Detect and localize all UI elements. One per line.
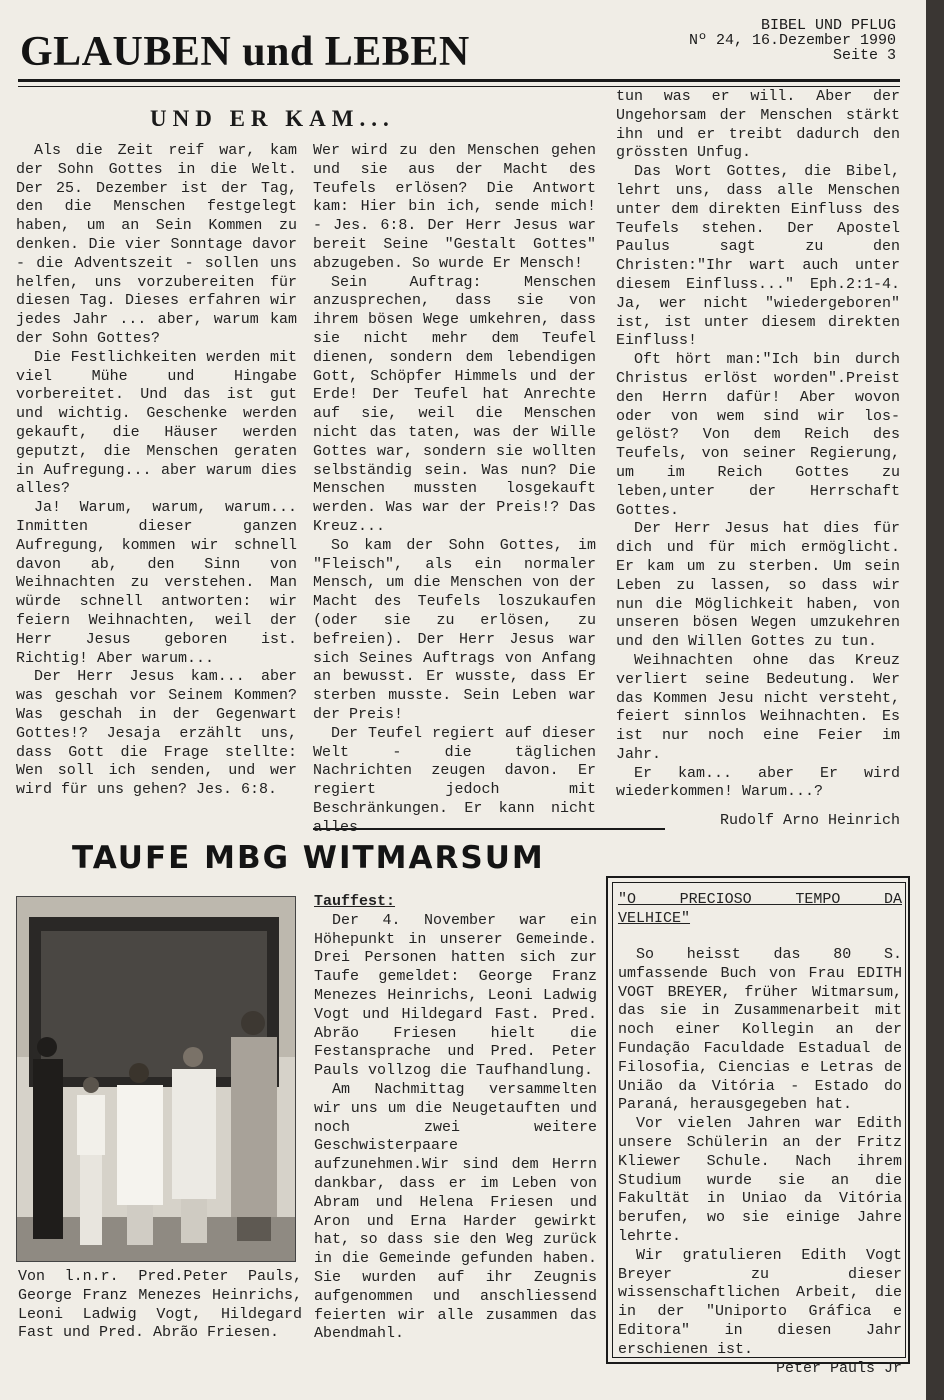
- book-notice-title-continued: VELHICE": [618, 910, 691, 927]
- publication-name: BIBEL UND PFLUG: [760, 17, 896, 34]
- article-column-3: [616, 88, 900, 828]
- paragraph: Weihnachten ohne das Kreuz verliert seine Bedeutung. Wer das Kommen Jesu nicht versteht, feiert sinnlos Weihnachten. Es ist nur noch eine Feier im Jahr.: [616, 651, 900, 763]
- section-divider: [313, 828, 665, 830]
- photo-illustration: [17, 897, 295, 1261]
- paragraph: Er kam... aber Er wird wiederkommen! Warum...?: [616, 764, 900, 801]
- paragraph: Der Teufel regiert auf dieser Welt - die täglichen Nachrichten zeugen davon. Er regiert jedoch mit Beschränkungen. Er kann nicht: [313, 724, 596, 817]
- page-number: Seite 3: [832, 47, 896, 64]
- paragraph: Der Herr Jesus hat dies für dich und für mich ermöglicht. Er kam um zu sterben. Um sein Leben zu lassen, so dass wir nun die Möglichkeit haben, von unseren bösen Wegen umzukehren und den Willen Gottes zu tun.: [616, 520, 900, 651]
- paragraph: Als die Zeit reif war, kam der Sohn Gottes in die Welt. Der 25. Dezember ist der Tag, den die Menschen festgelegt haben, um an Sein Kommen zu denken. Die vier Sonntage davor - die Adventszeit - sollen uns helfen, uns vorzubereiten für diesen Tag. Dieses erfahren wir jedes Jahr ... aber, warum kam der Sohn Gottes?: [16, 142, 297, 347]
- issue-number: Nº 24, 16.Dezember 1990: [688, 32, 896, 49]
- author-signature: Rudolf Arno Heinrich: [719, 812, 900, 830]
- book-notice-title: "O PRECIOSO TEMPO DA: [618, 891, 902, 908]
- paragraph: Die Festlichkeiten werden mit viel Mühe und Hingabe vorbereitet. Und das ist gut und wichtig. Geschenke werden gekauft, die Häuser werden geputzt, die Menschen geraten in Aufregung... aber warum dies alles?: [16, 348, 297, 498]
- paragraph: Sein Auftrag: Menschen anzusprechen, dass sie von ihrem bösen Wege umkehren, dass sie nicht mehr dem Teufel dienen, sondern dem lebendigen Gott, Schöpfer Himmels und der Erde! Der Teufel hat Anrechte auf sie, weil die Menschen nicht das taten, was der Wille Gottes war, sondern sie wollten selbständig sein. Was nun? Die Menschen mussten losgekauft werden. Was war der Preis!? Das Kreuz...: [313, 273, 596, 535]
- paragraph: Wir gratulieren Edith Vogt Breyer zu dieser wissenschaftlichen Arbeit, die in der "Uniporto Gráfica e Editora" in diesen Jahr erschienen ist.: [618, 1246, 902, 1358]
- paragraph: Wer wird zu den Menschen gehen und sie aus der Macht des Teufels erlösen? Die Antwort kam: Hier bin ich, sende mich! - Jes. 6:8. Der Herr Jesus war bereit Seine "Gestalt Gottes" abzugeben. So wurde Er Mensch!: [313, 142, 596, 272]
- paragraph: Am Nachmittag versammelten wir uns um die Neugetauften und noch zwei weitere Geschwisterpaare aufzunehmen.Wir sind dem Herrn dankbar, dass er im Leben von Abram und Helena Friesen und Aron und Erna Harder gewirkt hat, so dass sie den Weg zurück in die Gemeinde gefunden haben. Sie wurden auf ihr Zeugnis aufgenommen und anschliessend feierten wir alle zusammen das Abendmahl.: [314, 1080, 597, 1343]
- paragraph: Vor vielen Jahren war Edith unsere Schülerin an der Fritz Kliewer Schule. Nach ihrem Studium wurde sie an die Fakultät in Uniao da Vitória berufen, wo sie einige Jahre lehrte.: [618, 1115, 902, 1245]
- paragraph: Ja! Warum, warum, warum... Inmitten dieser ganzen Aufregung, kommen wir schnell davon ab, den Sinn von Weihnachten zu verstehen. Man würde schnell antworten: wir feiern Weihnachten, weil der Herr Jesus geboren ist. Richtig! Aber warum...: [16, 499, 297, 667]
- masthead-rule-bottom: [18, 86, 900, 87]
- paragraph: tun was er will. Aber der Ungehorsam der Menschen stärkt ihn und er treibt dadurch den grössten Unfug.: [616, 88, 900, 162]
- paragraph: Der 4. November war ein Höhepunkt in unserer Gemeinde. Drei Personen hatten sich zur Taufe gemeldet: George Franz Menezes Heinrichs, Leoni Ladwig Vogt und Hildegard Fast. Pred. Abrão Friesen hielt die Festansprache und Pred. Peter Pauls vollzog die Taufhandlung.: [314, 911, 597, 1080]
- masthead-title: GLAUBEN und LEBEN: [20, 29, 470, 75]
- paragraph: Das Wort Gottes, die Bibel, lehrt uns, dass alle Menschen unter dem direkten Einfluss des Teufels stehen. Der Apostel Paulus sagt zu den Christen:"Ihr wart auch unter diesem Einfluss..." Eph.2:1-4. Ja, wer nicht "wiedergeboren" ist, ist unter diesem direkten Einfluss!: [616, 163, 900, 350]
- masthead-info: [616, 18, 896, 63]
- paragraph: Oft hört man:"Ich bin durch Christus erlöst worden".Preist den Herrn dafür! Aber wovon oder von wem sind wir los-gelöst? Von dem Reich des Teufels, von seiner Regierung, um im Reich Gottes zu leben,unter der Herrschaft Gottes.: [616, 351, 900, 519]
- section-title: TAUFE MBG WITMARSUM: [72, 840, 545, 876]
- paragraph: So kam der Sohn Gottes, im "Fleisch", als ein normaler Mensch, um die Menschen von der Macht des Teufels loszukaufen (oder sie zu erlösen, zu befreien). Der Herr Jesus war sich Seines Auftrags von Anfang an bewusst. Er wusste, dass Er sterben musste. Sein Leben war der Preis!: [313, 536, 596, 723]
- photo-caption: Von l.n.r. Pred.Peter Pauls, George Franz Menezes Heinrichs, Leoni Ladwig Vogt, Hildegard Fast und Pred. Abrão Friesen.: [18, 1268, 302, 1342]
- article-headline: UND ER KAM...: [150, 106, 395, 131]
- masthead-rule-top: [18, 79, 900, 82]
- article-column-2: [313, 142, 596, 822]
- baptism-article: [314, 893, 597, 1343]
- baptism-group-photo: [16, 896, 296, 1262]
- paragraph: Der Herr Jesus kam... aber was geschah vor Seinem Kommen? Was geschah in der Gegenwart Gottes!? Jesaja erzählt uns, dass Gott die Frage stellte: Wen soll ich senden, und wer wird für uns gehen? Jes. 6:8.: [16, 668, 297, 799]
- paragraph: So heisst das 80 S. umfassende Buch von Frau EDITH VOGT BREYER, früher Witmarsum, das sie in Zusammenarbeit mit noch einer Kollegin an der Fundação Faculdade Estadual de Filosofia, Ciencias e Letras de União da Vitória - Estado do Paraná, herausgegeben hat.: [618, 946, 902, 1114]
- author-signature: Peter Pauls Jr: [775, 1359, 902, 1377]
- article-column-1: [16, 142, 297, 822]
- book-notice-text: [618, 946, 902, 1377]
- article-subhead: Tauffest:: [314, 893, 396, 910]
